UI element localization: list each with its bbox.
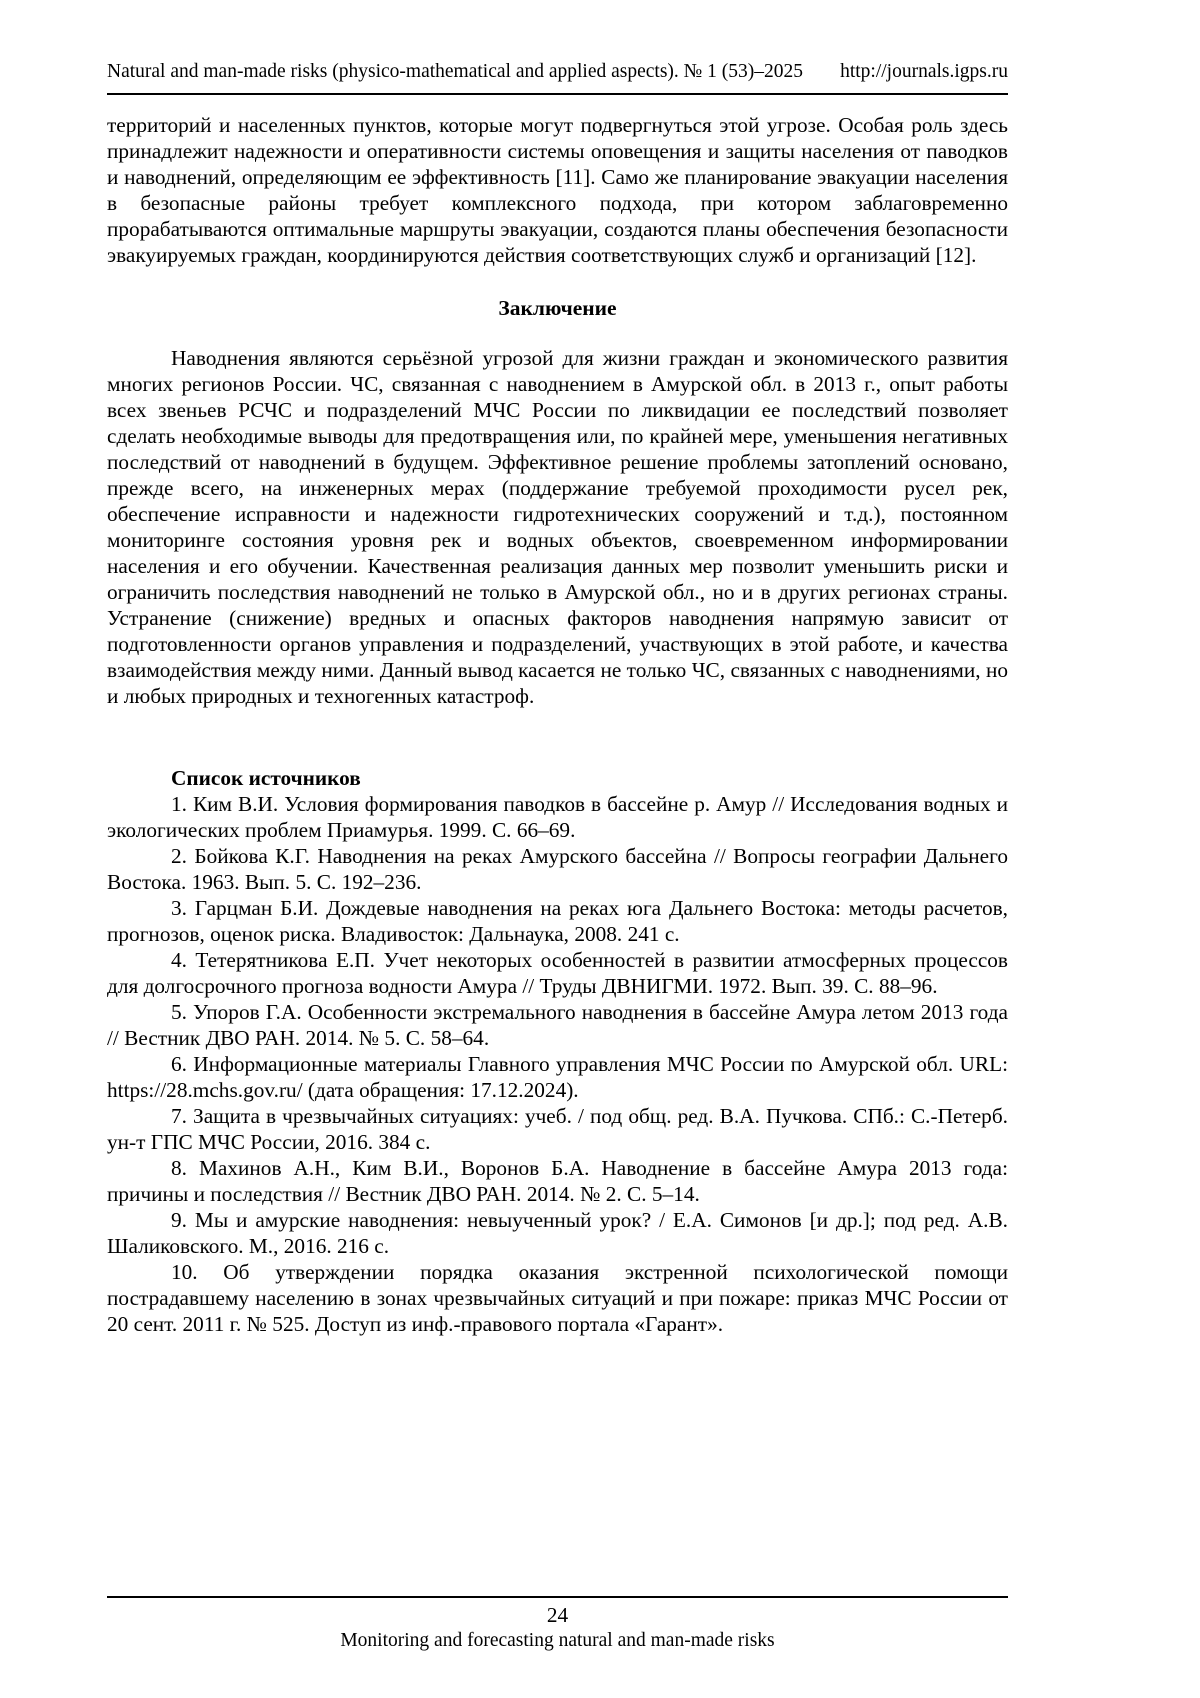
continuation-paragraph: территорий и населенных пунктов, которые могут подвергнуться этой угрозе. Особая роль здесь принадлежит надежности и оперативности системы оповещения и защиты населения от паводков и наводнений, определяющим ее эффективность [11]. Само же планирование эвакуации населения в безопасные районы требует комплексного подхода, при котором заблаговременно прорабатываются оптимальные маршруты эвакуации, создаются планы обеспечения безопасности эвакуируемых граждан, координируются действия соответствующих служб и организаций [12]. (107, 113, 1008, 267)
page-footer (107, 1596, 1008, 1654)
reference-item: 5. Упоров Г.А. Особенности экстремального наводнения в бассейне Амура летом 2013 года // Вестник ДВО РАН. 2014. № 5. С. 58–64. (107, 1000, 1008, 1050)
reference-item: 6. Информационные материалы Главного управления МЧС России по Амурской обл. URL: https://28.mchs.gov.ru/ (дата обращения: 17.12.2024). (107, 1052, 1008, 1102)
journal-url: http://journals.igps.ru (840, 61, 1008, 82)
reference-item: 10. Об утверждении порядка оказания экстренной психологической помощи пострадавшему населению в зонах чрезвычайных ситуаций и при пожаре: приказ МЧС России от 20 сент. 2011 г. № 525. Доступ из инф.-правового портала «Гарант». (107, 1260, 1008, 1336)
reference-item: 4. Тетерятникова Е.П. Учет некоторых особенностей в развитии атмосферных процессов для долгосрочного прогноза водности Амура // Труды ДВНИГМИ. 1972. Вып. 39. С. 88–96. (107, 948, 1008, 998)
conclusion-heading: Заключение (498, 296, 617, 320)
reference-item: 3. Гарцман Б.И. Дождевые наводнения на реках юга Дальнего Востока: методы расчетов, прогнозов, оценок риска. Владивосток: Дальнаука, 2008. 241 с. (107, 896, 1008, 946)
reference-item: 9. Мы и амурские наводнения: невыученный урок? / Е.А. Симонов [и др.]; под ред. А.В. Шаликовского. М., 2016. 216 с. (107, 1208, 1008, 1258)
page-header (107, 60, 1008, 84)
running-title: Natural and man-made risks (physico-mathematical and applied aspects). № 1 (53)–2025 (107, 61, 804, 82)
footer-journal-line: Monitoring and forecasting natural and man-made risks (340, 1630, 775, 1651)
reference-item: 8. Махинов А.Н., Ким В.И., Воронов Б.А. Наводнение в бассейне Амура 2013 года: причины и последствия // Вестник ДВО РАН. 2014. № 2. С. 5–14. (107, 1156, 1008, 1206)
conclusion-paragraph: Наводнения являются серьёзной угрозой для жизни граждан и экономического развития многих регионов России. ЧС, связанная с наводнением в Амурской обл. в 2013 г., опыт работы всех звеньев РСЧС и подразделений МЧС России по ликвидации ее последствий позволяет сделать необходимые выводы для предотвращения или, по крайней мере, уменьшения негативных последствий от наводнений в будущем. Эффективное решение проблемы затоплений основано, прежде всего, на инженерных мерах (поддержание требуемой проходимости русел рек, обеспечение исправности и надежности гидротехнических сооружений и т.д.), постоянном мониторинге состояния уровня рек и водных объектов, своевременном информировании населения и его обучении. Качественная реализация данных мер позволит уменьшить риски и ограничить последствия наводнений не только в Амурской обл., но и в других регионах страны. Устранение (снижение) вредных и опасных факторов наводнения напрямую зависит от подготовленности органов управления и подразделений, участвующих в этой работе, и качества взаимодействия между ними. Данный вывод касается не только ЧС, связанных с наводнениями, но и любых природных и техногенных катастроф. (107, 346, 1008, 708)
reference-item: 1. Ким В.И. Условия формирования паводков в бассейне р. Амур // Исследования водных и экологических проблем Приамурья. 1999. С. 66–69. (107, 792, 1008, 842)
page-number: 24 (546, 1603, 569, 1627)
footer-divider (107, 1596, 1008, 1598)
header-divider (107, 93, 1008, 95)
reference-item: 2. Бойкова К.Г. Наводнения на реках Амурского бассейна // Вопросы географии Дальнего Востока. 1963. Вып. 5. С. 192–236. (107, 844, 1008, 894)
reference-item: 7. Защита в чрезвычайных ситуациях: учеб. / под общ. ред. В.А. Пучкова. СПб.: С.-Петерб. ун-т ГПС МЧС России, 2016. 384 с. (107, 1104, 1008, 1154)
references-heading: Список источников (171, 766, 361, 790)
